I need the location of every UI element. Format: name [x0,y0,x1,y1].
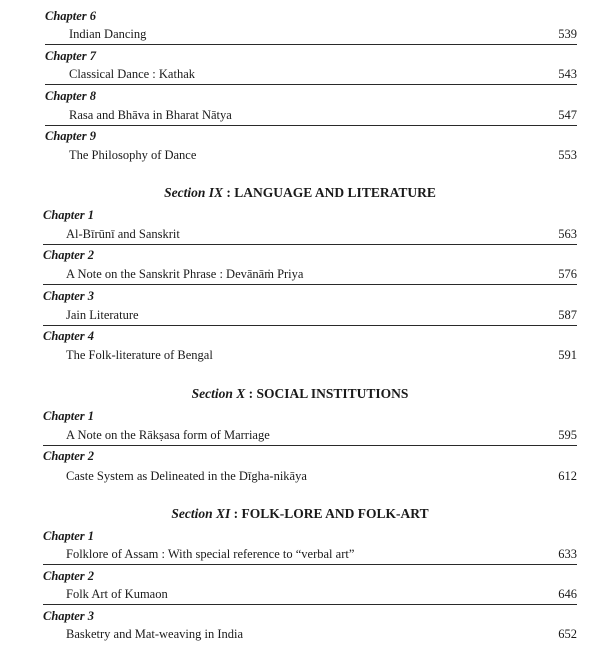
chapter-title: A Note on the Rākṣasa form of Marriage [66,428,270,442]
chapter-label: Chapter 3 [43,289,95,303]
page-number: 652 [558,627,577,641]
divider [43,244,577,245]
chapter-title: Folklore of Assam : With special reference to “verbal art” [66,547,355,561]
section-title: LANGUAGE AND LITERATURE [234,185,436,200]
chapter-title: A Note on the Sanskrit Phrase : Devānāṁ Priya [66,267,304,281]
chapter-title: The Folk-literature of Bengal [66,348,213,362]
section-heading [0,506,600,522]
page-number: 633 [558,547,577,561]
section-label: Section IX [164,185,224,200]
page-number: 587 [558,308,577,322]
chapter-label: Chapter 1 [43,409,95,423]
section-colon: : [223,185,235,200]
chapter-label: Chapter 2 [43,449,95,463]
section-colon: : [245,386,257,401]
page-number: 646 [558,587,577,601]
divider [43,445,577,446]
chapter-label: Chapter 2 [43,569,95,583]
page-number: 612 [558,469,577,483]
page-number: 547 [558,108,577,122]
chapter-title: Rasa and Bhāva in Bharat Nātya [69,108,232,122]
chapter-title: Basketry and Mat-weaving in India [66,627,244,641]
page-number: 543 [558,67,577,81]
divider [43,284,577,285]
chapter-title: Indian Dancing [69,27,147,41]
divider [43,604,577,605]
chapter-label: Chapter 6 [45,9,97,23]
page-number: 591 [558,348,577,362]
page-number: 539 [558,27,577,41]
chapter-title: Al-Bīrūnī and Sanskrit [66,227,180,241]
section-title: SOCIAL INSTITUTIONS [256,386,409,401]
divider [45,84,577,85]
chapter-label: Chapter 4 [43,329,95,343]
divider [45,44,577,45]
chapter-title: The Philosophy of Dance [69,148,197,162]
page-number: 553 [558,148,577,162]
chapter-label: Chapter 1 [43,529,95,543]
chapter-title: Folk Art of Kumaon [66,587,168,601]
page-number: 563 [558,227,577,241]
section-heading [0,386,600,402]
section-title: FOLK-LORE AND FOLK-ART [241,506,429,521]
divider [45,125,577,126]
chapter-label: Chapter 7 [45,49,97,63]
section-heading [0,185,600,201]
chapter-label: Chapter 1 [43,208,95,222]
chapter-title: Jain Literature [66,308,139,322]
chapter-title: Classical Dance : Kathak [69,67,195,81]
chapter-label: Chapter 3 [43,609,95,623]
divider [43,325,577,326]
chapter-label: Chapter 2 [43,248,95,262]
chapter-label: Chapter 8 [45,89,97,103]
section-colon: : [230,506,242,521]
chapter-title: Caste System as Delineated in the Dīgha-nikāya [66,469,307,483]
page-number: 595 [558,428,577,442]
chapter-label: Chapter 9 [45,129,97,143]
section-label: Section XI [171,506,231,521]
divider [43,564,577,565]
page-number: 576 [558,267,577,281]
section-label: Section X [191,386,246,401]
